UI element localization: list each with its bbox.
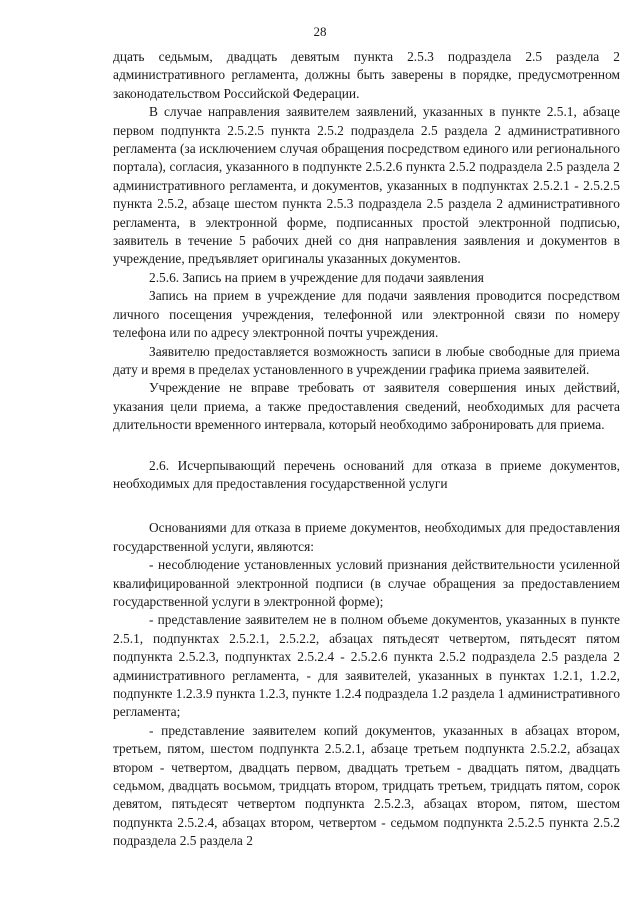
paragraph-institution-restrictions: Учреждение не вправе требовать от заявителя совершения иных действий, указания цели приема, а также предоставления сведений, необходимых для расчета длительности временного интервала, который необходимо забронировать для приема. bbox=[113, 380, 620, 433]
paragraph-refusal-grounds-intro: Основаниями для отказа в приеме документов, необходимых для предоставления государственной услуги, являются: bbox=[113, 520, 620, 554]
paragraph-appointment-time: Заявителю предоставляется возможность записи в любые свободные для приема дату и время в пределах установленного в учреждении графика приема заявителей. bbox=[113, 343, 620, 377]
list-item-signature-invalid: - несоблюдение установленных условий признания действительности усиленной квалифицированной электронной подписи (в случае обращения за предоставлением государственной услуги в электронной форме); bbox=[113, 557, 620, 609]
paragraph-continuation: дцать седьмым, двадцать девятым пункта 2.5.3 подраздела 2.5 раздела 2 административного регламента, должны быть заверены в порядке, предусмотренном законодательством Российской Федерации. bbox=[113, 49, 620, 101]
list-item-incomplete-documents: - представление заявителем не в полном объеме документов, указанных в пункте 2.5.1, подпунктах 2.5.2.1, 2.5.2.2, абзацах пятьдесят четвертом, пятьдесят пятом подпункта 2.5.2.3, подпунктах 2.5.2.4 - 2.5.2.6 пункта 2.5.2 подраздела 2.5 раздела 2 административного регламента, - для заявителей, указанных в пунктах 1.2.1, 1.2.2, подпункте 1.2.3.9 пункта 1.2.3, пункте 1.2.4 подраздела 1.2 раздела 1 административного регламента; bbox=[113, 612, 621, 720]
list-item-document-copies: - представление заявителем копий документов, указанных в абзацах втором, третьем, пятом, шестом подпункта 2.5.2.1, абзаце третьем подпункта 2.5.2.2, абзацах втором - четвертом, двадцать первом, двадцать третьем - двадцать пятом, двадцать седьмом, двадцать восьмом, тридцать втором, тридцать третьем, тридцать пятом, сорок девятом, пятьдесят четвертом подпункта 2.5.2.3, абзацах втором, пятом, шестом подпункта 2.5.2.4, абзацах втором, четвертом - седьмом подпункта 2.5.2.5 пункта 2.5.2 подраздела 2.5 раздела 2 bbox=[113, 722, 620, 849]
document-body bbox=[113, 48, 620, 851]
paragraph-appointment-methods: Запись на прием в учреждение для подачи заявления проводится посредством личного посещения учреждения, телефонной или электронной связи по номеру телефона или по адресу электронной почты учреждения. bbox=[113, 288, 620, 341]
page-number: 28 bbox=[313, 24, 327, 39]
subsection-heading-2-5-6: 2.5.6. Запись на прием в учреждение для подачи заявления bbox=[149, 269, 484, 285]
section-heading-2-6: 2.6. Исчерпывающий перечень оснований для отказа в приеме документов, необходимых для предоставления государственной услуги bbox=[113, 457, 620, 491]
paragraph-electronic-submission: В случае направления заявителем заявлений, указанных в пункте 2.5.1, абзаце первом подпункта 2.5.2.5 пункта 2.5.2 подраздела 2.5 раздела 2 административного регламента (за исключением случая обращения посредством единого или регионального портала), согласия, указанного в подпункте 2.5.2.6 пункта 2.5.2 подраздела 2.5 раздела 2 административного регламента, и документов, указанных в подпунктах 2.5.2.1 - 2.5.2.5 пункта 2.5.2, абзаце шестом пункта 2.5.3 подраздела 2.5 раздела 2 административного регламента, в электронной форме, подписанных простой электронной подписью, заявитель в течение 5 рабочих дней со дня направления заявления и документов в учреждение, предъявляет оригиналы указанных документов. bbox=[113, 104, 620, 267]
